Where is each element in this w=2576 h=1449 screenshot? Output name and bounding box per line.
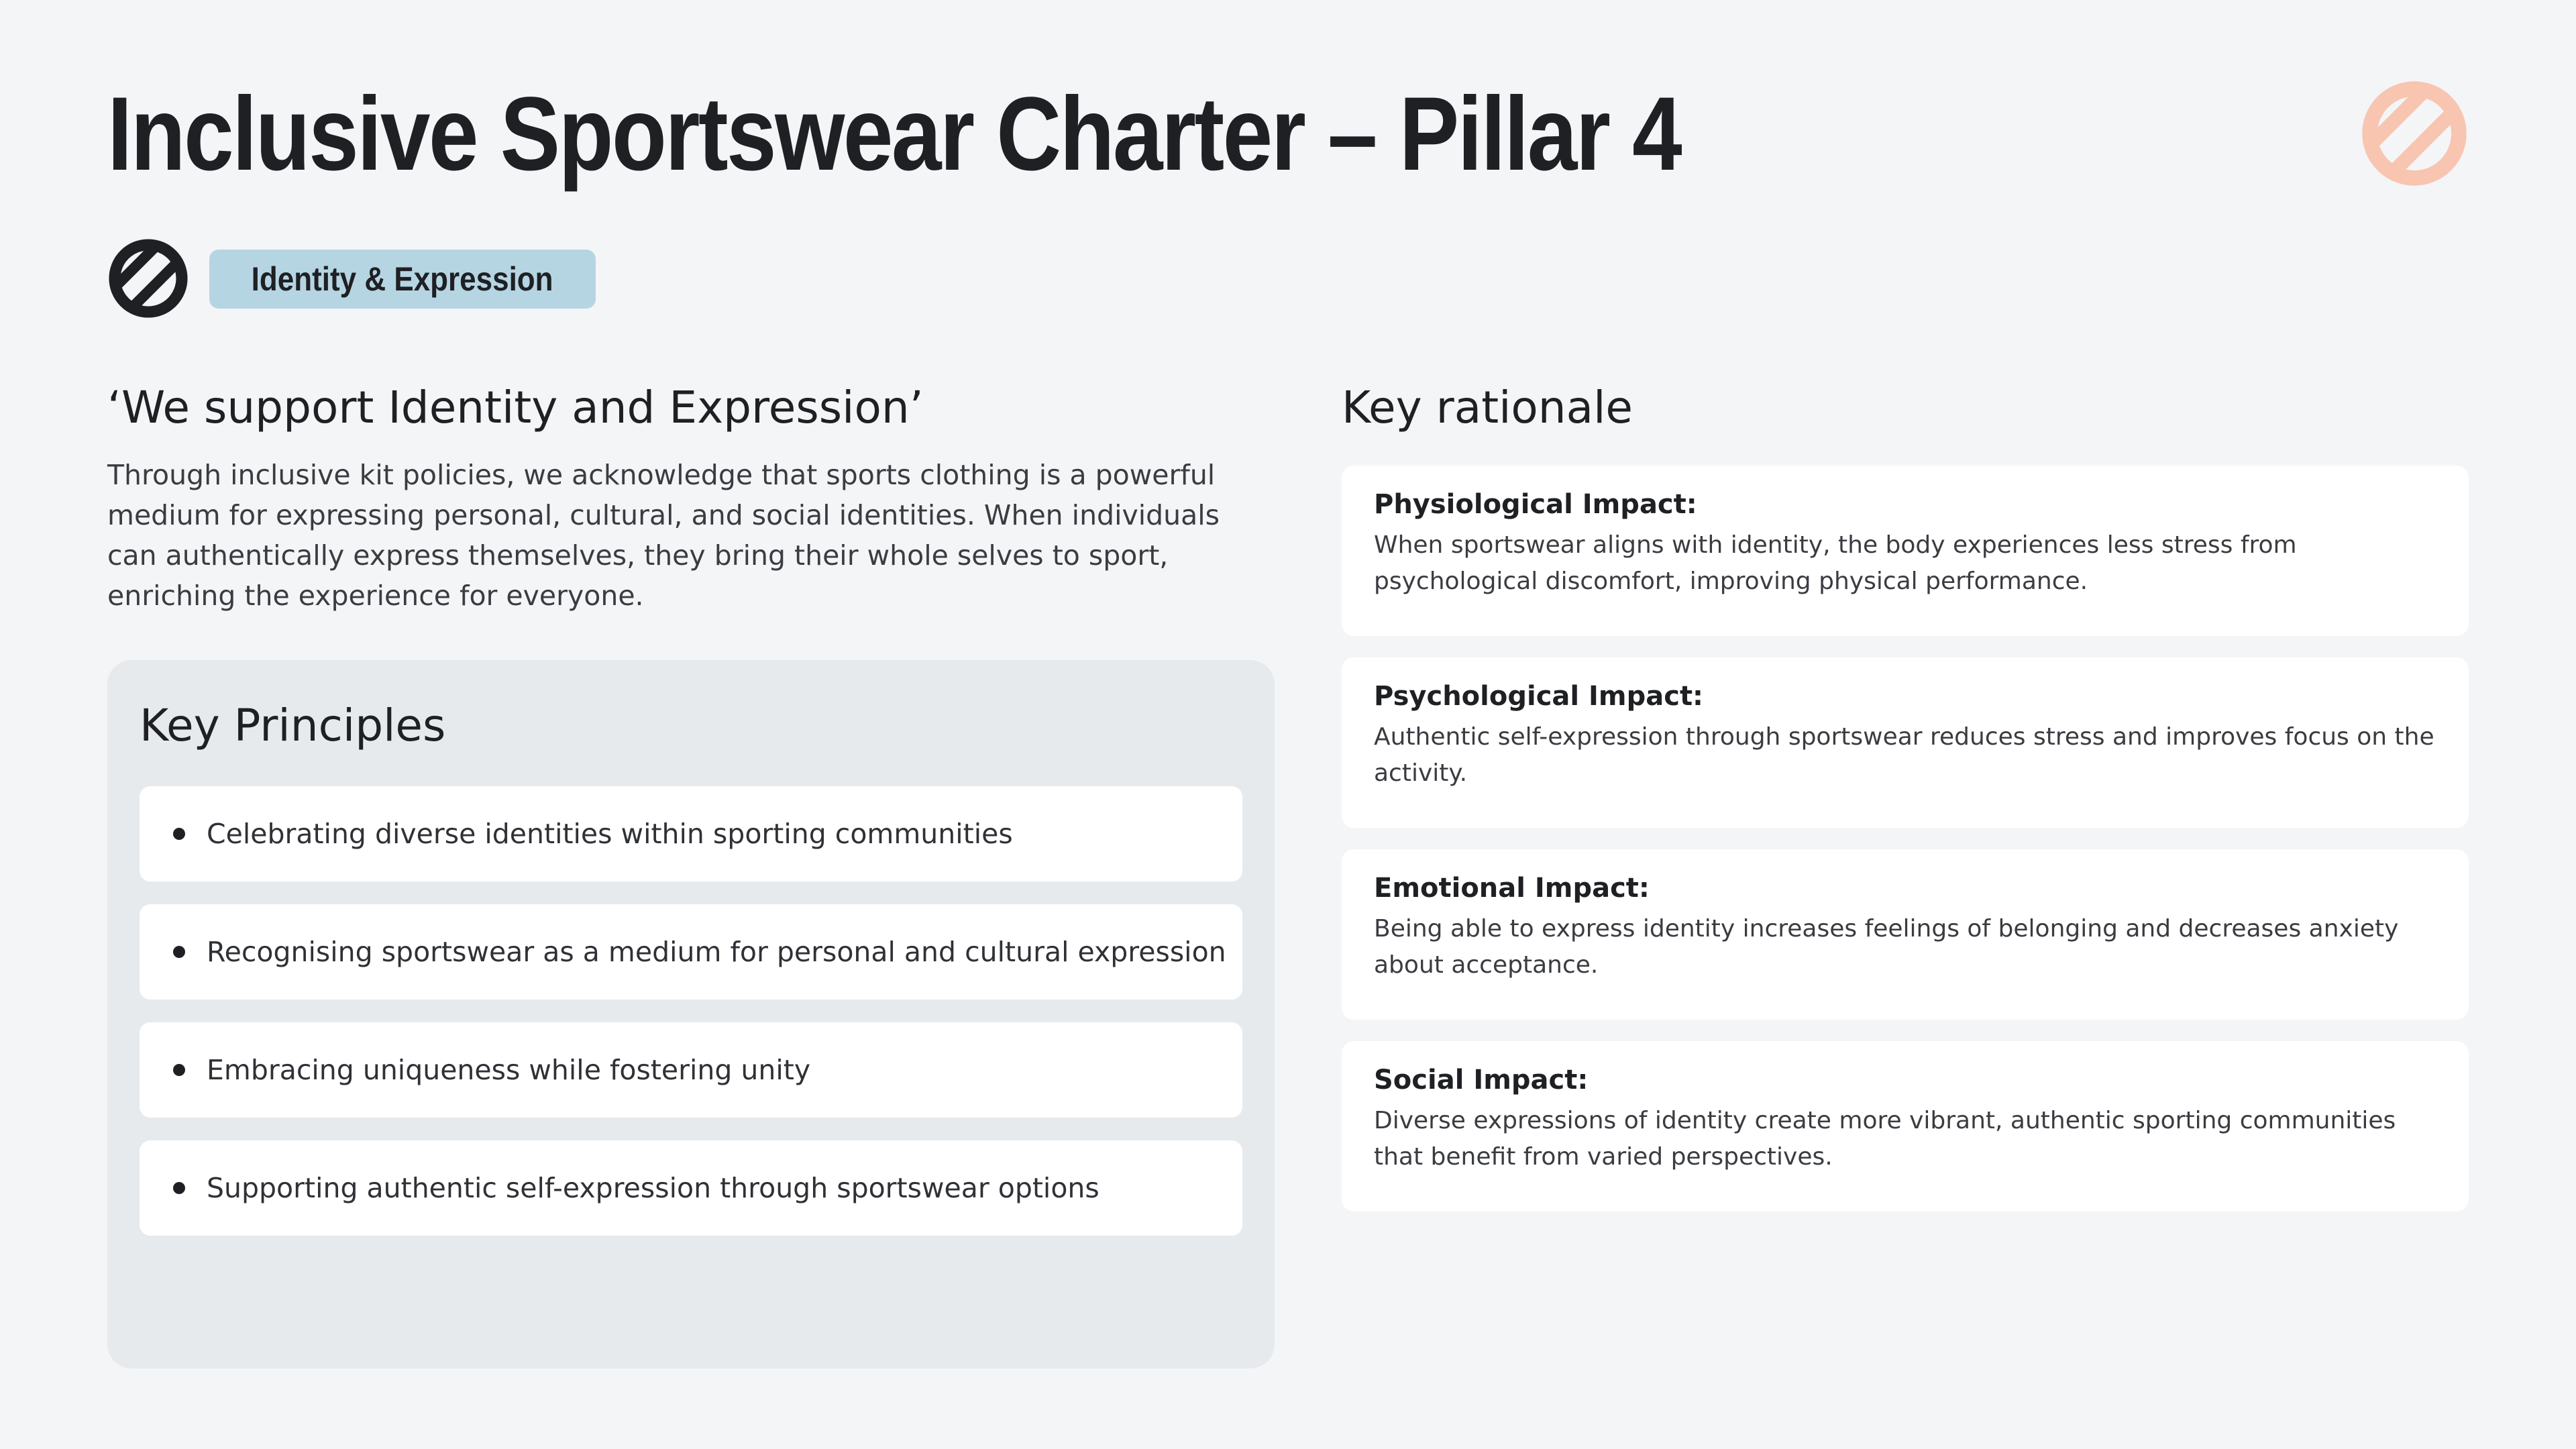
bullet-icon — [173, 1064, 185, 1076]
rationale-card-title: Emotional Impact: — [1374, 873, 1650, 904]
rationale-card-body: When sportswear aligns with identity, the body experiences less stress from psychological discomfort, improving physical performance. — [1374, 531, 2297, 595]
key-principles-panel — [107, 660, 1275, 1368]
intro-paragraph: Through inclusive kit policies, we acknowledge that sports clothing is a powerful medium for expressing personal, cultural, and social identities. When individuals can authentically express themselves, they bring their whole selves to sport, enriching the experience for everyone. — [107, 459, 1220, 612]
principle-item — [140, 1022, 1242, 1118]
rationale-card-title: Psychological Impact: — [1374, 681, 1704, 712]
bullet-icon — [173, 828, 185, 840]
rationale-card-title: Social Impact: — [1374, 1065, 1589, 1095]
principle-item — [140, 786, 1242, 881]
rationale-card-title: Physiological Impact: — [1374, 489, 1697, 520]
tag-logo-striped-circle-icon — [107, 237, 189, 319]
pillar-tag — [209, 250, 596, 309]
rationale-card-physiological — [1342, 466, 2469, 636]
principle-item — [140, 904, 1242, 1000]
rationale-card-social — [1342, 1041, 2469, 1212]
page-title: Inclusive Sportswear Charter – Pillar 4 — [107, 76, 1681, 193]
rationale-card-body: Authentic self-expression through sportswear reduces stress and improves focus on the activity. — [1374, 723, 2434, 787]
rationale-card-emotional — [1342, 849, 2469, 1020]
bullet-icon — [173, 1182, 185, 1194]
principle-text: Supporting authentic self-expression through sportswear options — [207, 1172, 1099, 1204]
pillar-statement: ‘We support Identity and Expression’ — [107, 382, 924, 433]
principle-text: Recognising sportswear as a medium for personal and cultural expression — [207, 936, 1226, 968]
bullet-icon — [173, 946, 185, 958]
rationale-card-psychological — [1342, 657, 2469, 828]
principle-list — [140, 786, 1242, 1258]
pillar-tag-label: Identity & Expression — [252, 260, 553, 298]
key-principles-heading: Key Principles — [140, 700, 446, 751]
rationale-card-body: Diverse expressions of identity create more vibrant, authentic sporting communities that benefit from varied perspectives. — [1374, 1107, 2396, 1171]
rationale-card-body: Being able to express identity increases feelings of belonging and decreases anxiety about acceptance. — [1374, 915, 2399, 979]
corner-logo-striped-circle-icon — [2360, 79, 2469, 188]
key-rationale-heading: Key rationale — [1342, 382, 1633, 433]
principle-text: Embracing uniqueness while fostering unity — [207, 1054, 811, 1086]
principle-item — [140, 1140, 1242, 1236]
rationale-list — [1342, 466, 2469, 1233]
principle-text: Celebrating diverse identities within sporting communities — [207, 818, 1013, 850]
